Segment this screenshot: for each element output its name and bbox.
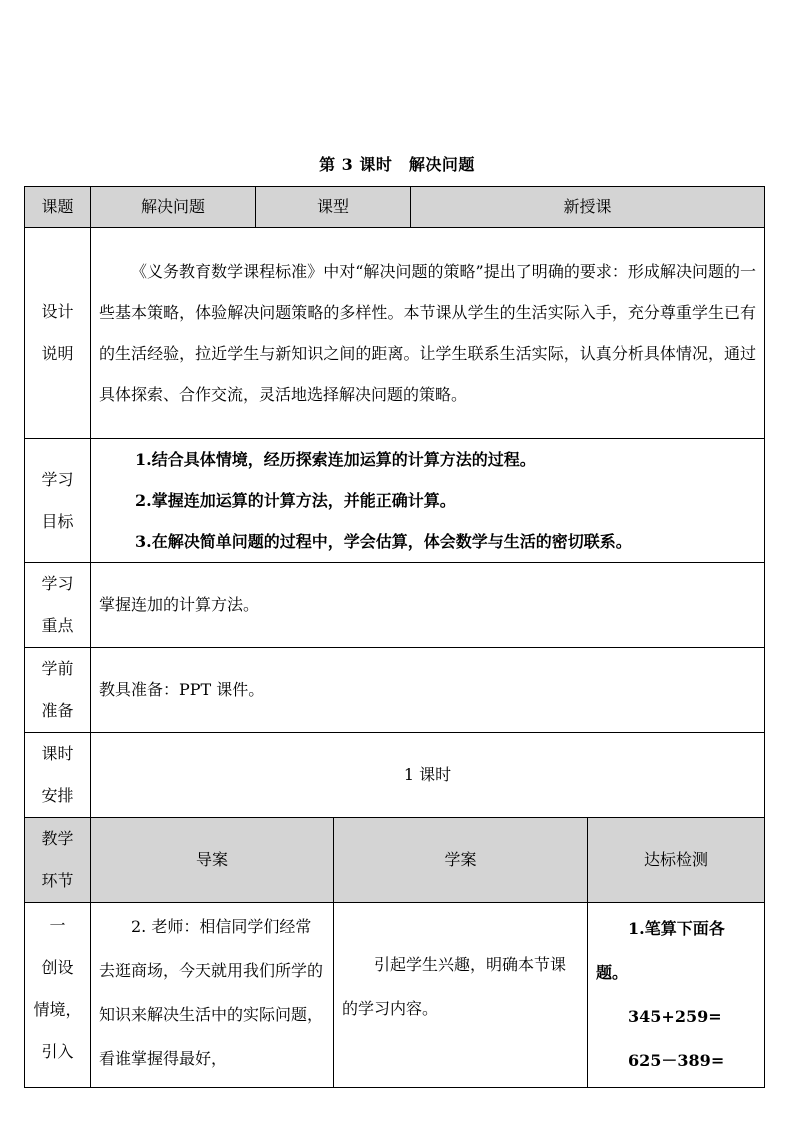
lesson-plan-table (24, 186, 765, 1088)
design-label-line: 设计 (41, 302, 74, 321)
schedule-label-line: 安排 (41, 786, 74, 805)
type-value: 新授课 (411, 187, 765, 228)
goal-item: 2.掌握连加运算的计算方法，并能正确计算。 (135, 491, 456, 510)
goal-item: 1.结合具体情境，经历探索连加运算的计算方法的过程。 (135, 450, 536, 469)
guide-col-header: 导案 (91, 818, 334, 903)
stage-label-line: 情境， (33, 1000, 82, 1019)
schedule-text: 1 课时 (91, 733, 765, 818)
design-text: 《义务教育数学课程标准》中对“解决问题的策略”提出了明确的要求：形成解决问题的一些基本策略，体验解决问题策略的多样性。本节课从学生的生活实际入手，充分尊重学生已有的生活经验，拉近学生与新知识之间的距离。让学生联系生活实际，认真分析具体情况，通过具体探索、合作交流，灵活地选择解决问题的策略。 (91, 228, 765, 439)
type-label: 课型 (256, 187, 411, 228)
goal-item: 3.在解决简单问题的过程中，学会估算，体会数学与生活的密切联系。 (135, 532, 632, 551)
key-points-text: 掌握连加的计算方法。 (91, 563, 765, 648)
page-title: 第 3 课时 解决问题 (319, 155, 475, 174)
check-item: 345+259= (628, 1007, 722, 1026)
check-col-header: 达标检测 (588, 818, 765, 903)
key-points-label-line: 重点 (41, 616, 74, 635)
study-col-header: 学案 (334, 818, 588, 903)
preparation-label (25, 648, 91, 733)
schedule-label-line: 课时 (41, 744, 74, 763)
preparation-text: 教具准备：PPT 课件。 (91, 648, 765, 733)
stage-label (25, 903, 91, 1088)
topic-value: 解决问题 (91, 187, 256, 228)
process-label-line: 教学 (41, 829, 74, 848)
topic-label: 课题 (25, 187, 91, 228)
key-points-label-line: 学习 (41, 574, 74, 593)
goals-label (25, 439, 91, 563)
check-cell (588, 903, 765, 1088)
process-label-line: 环节 (41, 871, 74, 890)
preparation-label-line: 学前 (41, 659, 74, 678)
process-label (25, 818, 91, 903)
study-text: 引起学生兴趣，明确本节课的学习内容。 (334, 903, 588, 1088)
stage-label-line: 一 (49, 916, 66, 935)
design-label (25, 228, 91, 439)
schedule-label (25, 733, 91, 818)
goals-label-line: 目标 (41, 511, 74, 531)
stage-label-line: 创设 (41, 958, 74, 977)
preparation-label-line: 准备 (41, 701, 74, 720)
stage-label-line: 引入 (41, 1042, 74, 1061)
goals-list (91, 439, 765, 563)
design-label-line: 说明 (41, 344, 74, 363)
check-title: 1.笔算下面各题。 (596, 919, 725, 982)
guide-text: 2. 老师：相信同学们经常去逛商场，今天就用我们所学的知识来解决生活中的实际问题，看谁掌握得最好， (91, 903, 334, 1088)
key-points-label (25, 563, 91, 648)
check-item: 625－389= (628, 1051, 725, 1070)
goals-label-line: 学习 (41, 469, 74, 489)
